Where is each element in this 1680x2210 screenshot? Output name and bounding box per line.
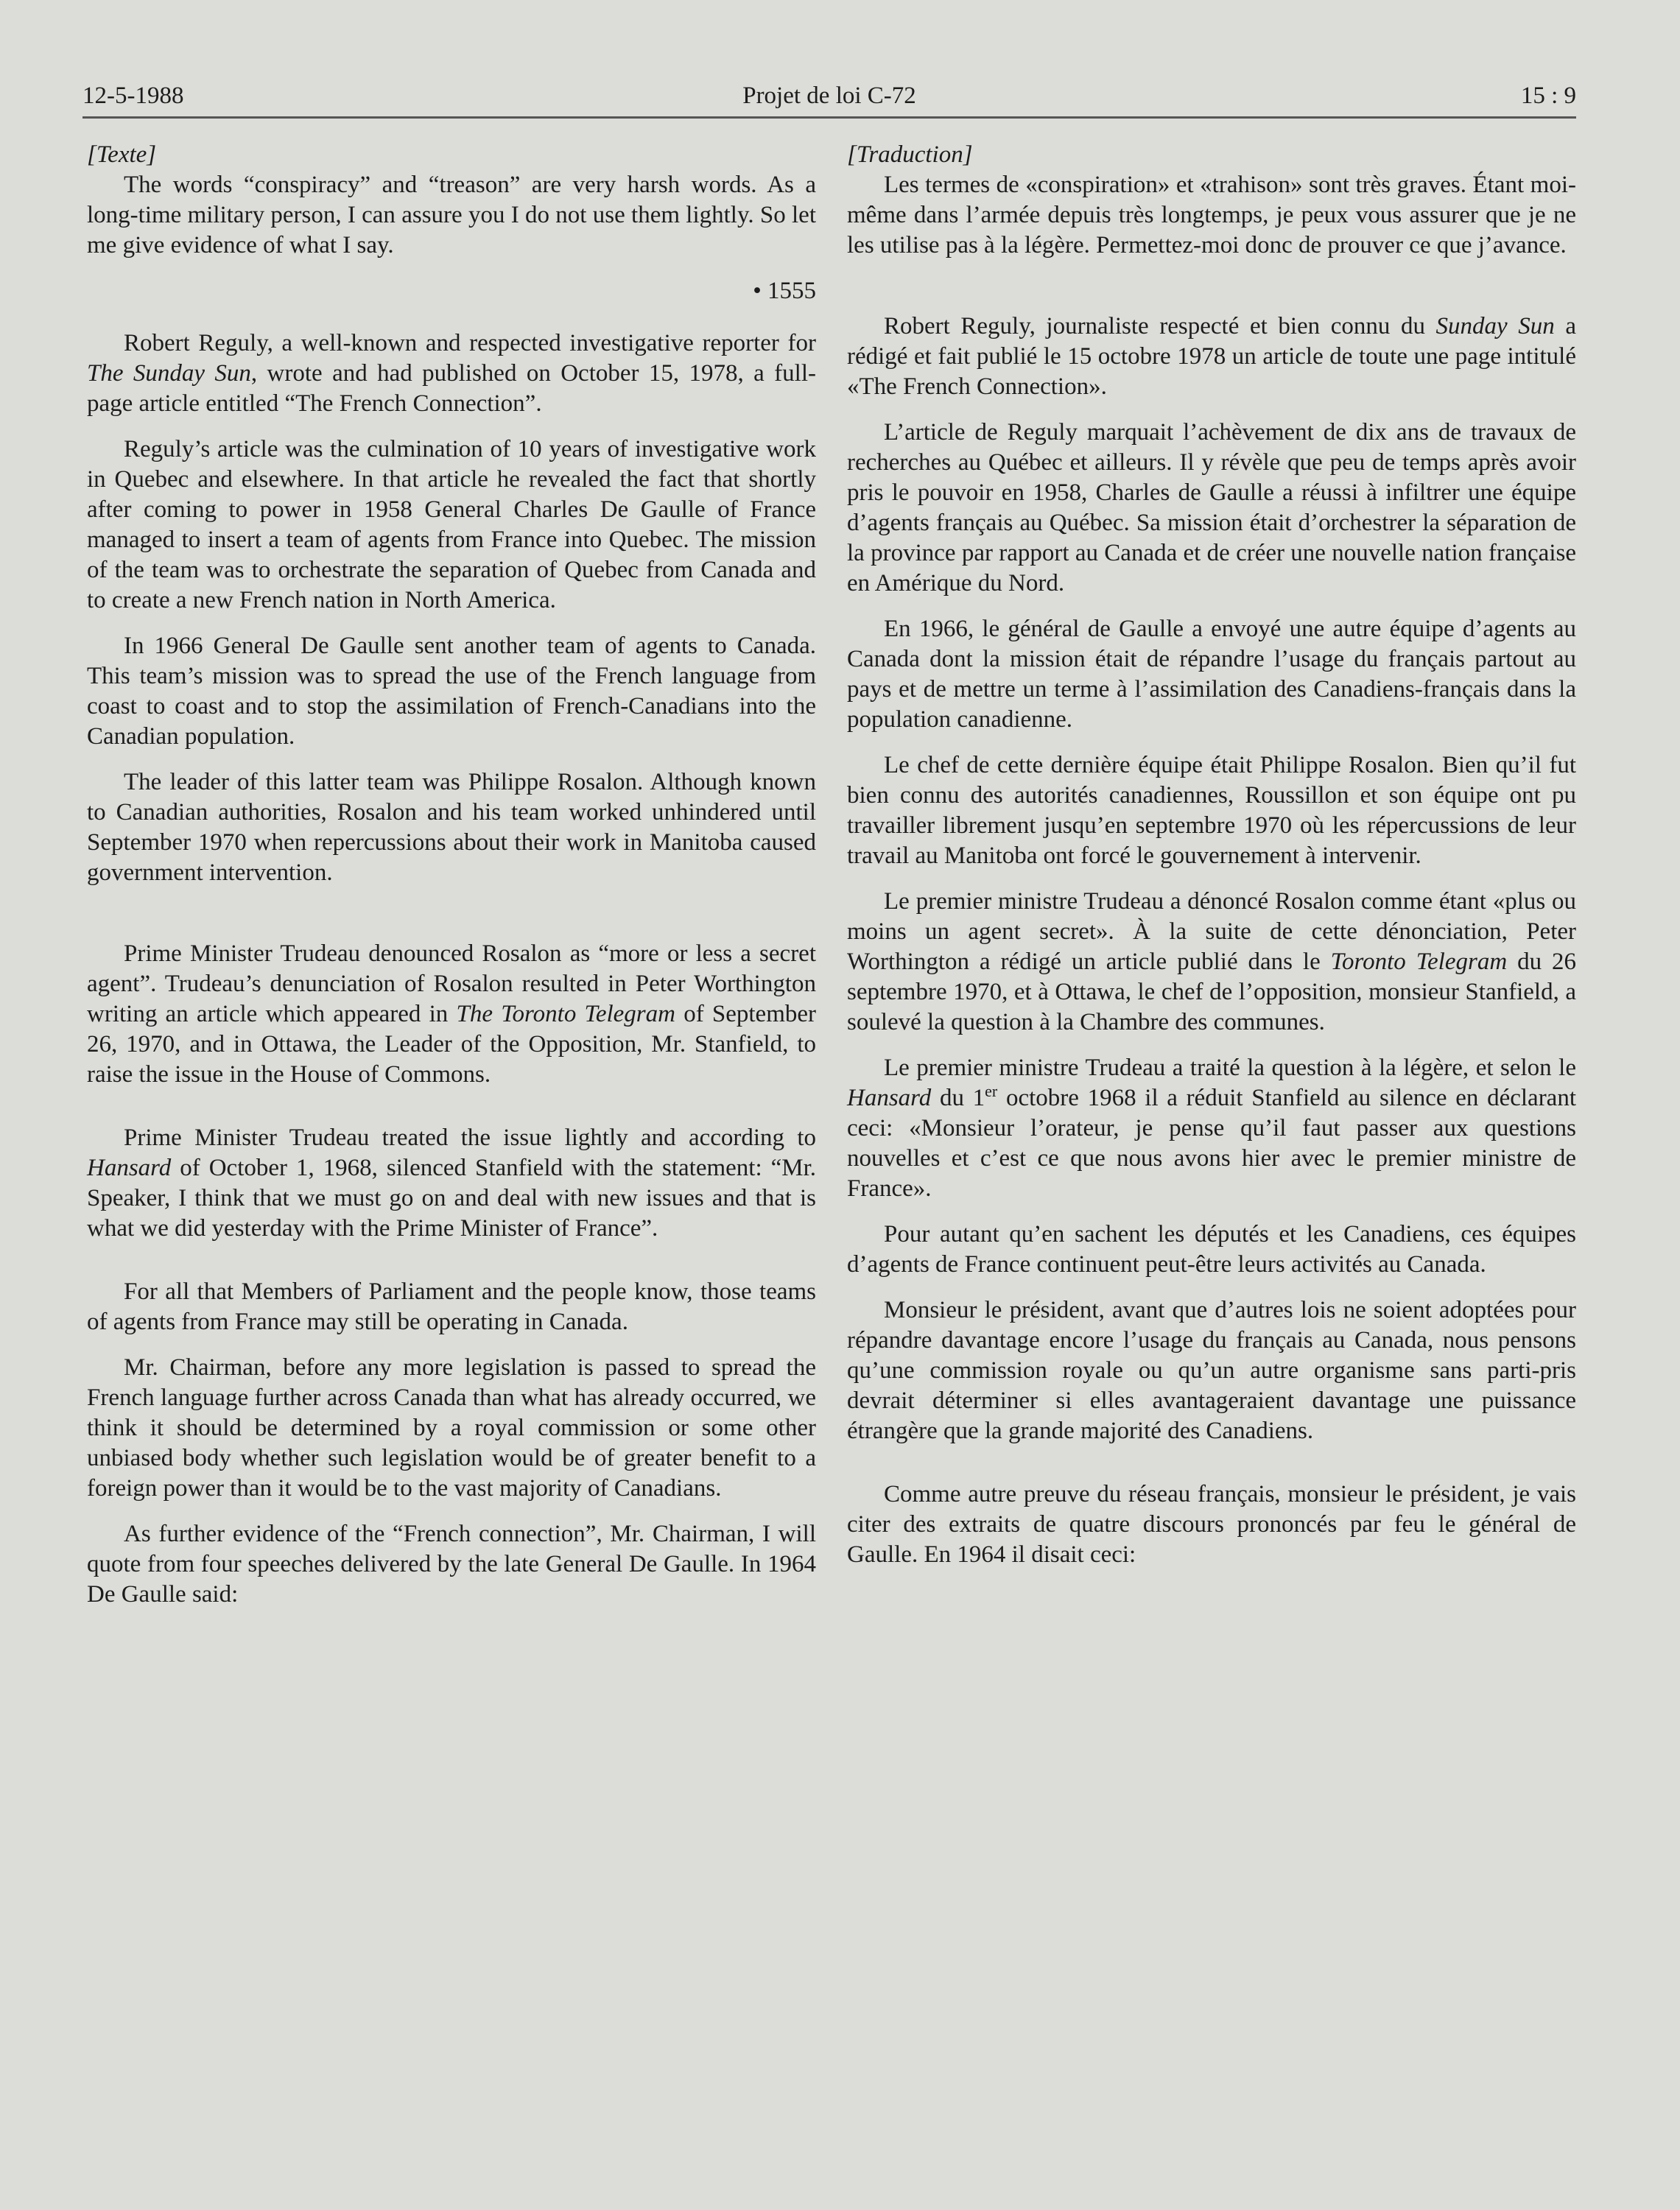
paragraph: Reguly’s article was the culmination of 10 years of investigative work in Quebec and elsewhere. In that article he revealed the fact that shortly after coming to power in 1958 General Charles De Gaulle of France managed to insert a team of agents from France into Quebec. The mission of the team was to orchestrate the separation of Quebec from Canada and to create a new French nation in North America.	[87, 436, 816, 613]
paragraph: Le chef de cette dernière équipe était Philippe Rosalon. Bien qu’il fut bien connu des autorités canadiennes, Roussillon et son équipe ont pu travailler librement jusqu’en septembre 1970 où les répercussions de leur travail au Manitoba ont forcé le gouvernement à intervenir.	[847, 752, 1576, 869]
paragraph: Mr. Chairman, before any more legislation is passed to spread the French language further across Canada than what has already occurred, we think it should be determined by a royal commission or some other unbiased body whether such legislation would be of greater benefit to a foreign power than it would be to the vast majority of Canadians.	[87, 1354, 816, 1502]
page-header	[82, 82, 1576, 121]
paragraph: Comme autre preuve du réseau français, monsieur le président, je vais citer des extraits de quatre discours prononcés par feu le général de Gaulle. En 1964 il disait ceci:	[847, 1481, 1576, 1568]
header-date: 12-5-1988	[82, 82, 184, 109]
paragraph: Les termes de «conspiration» et «trahison» sont très graves. Étant moi-même dans l’armée depuis très longtemps, je peux vous assurer que je ne les utilise pas à la légère. Permettez-moi donc de prouver ce que j’avance.	[847, 172, 1576, 258]
header-title: Projet de loi C-72	[742, 82, 916, 109]
paragraph: For all that Members of Parliament and the people know, those teams of agents from France may still be operating in Canada.	[87, 1278, 816, 1335]
paragraph: Pour autant qu’en sachent les députés et les Canadiens, ces équipes d’agents de France continuent peut-être leurs activités au Canada.	[847, 1221, 1576, 1278]
paragraph: L’article de Reguly marquait l’achèvement de dix ans de travaux de recherches au Québec et ailleurs. Il y révèle que peu de temps après avoir pris le pouvoir en 1958, Charles de Gaulle a réussi à infiltrer une équipe d’agents français au Québec. Sa mission était d’orchestrer la séparation de la province par rapport au Canada et de créer une nouvelle nation française en Amérique du Nord.	[847, 419, 1576, 597]
french-column	[847, 140, 1576, 1586]
paragraph: Le premier ministre Trudeau a dénoncé Rosalon comme étant «plus ou moins un agent secret». À la suite de cette dénonciation, Peter Worthington a rédigé un article publié dans le Toronto Telegram du 26 septembre 1970, et à Ottawa, le chef de l’opposition, monsieur Stanfield, a soulevé la question à la Chambre des communes.	[847, 888, 1577, 1035]
paragraph: En 1966, le général de Gaulle a envoyé une autre équipe d’agents au Canada dont la mission était de répandre l’usage du français partout au pays et de mettre un terme à l’assimilation des Canadiens-français dans la population canadienne.	[847, 616, 1576, 733]
header-rule	[82, 116, 1576, 119]
paragraph: Le premier ministre Trudeau a traité la question à la légère, et selon le Hansard du 1er octobre 1968 il a réduit Stanfield au silence en déclarant ceci: «Monsieur l’orateur, je pense qu’il faut passer aux questions nouvelles et c’est ce que nous avons hier avec le premier ministre de France».	[847, 1055, 1576, 1202]
timestamp: • 1555	[753, 278, 816, 304]
paragraph: The leader of this latter team was Philippe Rosalon. Although known to Canadian authorities, Rosalon and his team worked unhindered until September 1970 when repercussions about their work in Manitoba caused government intervention.	[87, 769, 816, 886]
paragraph: Prime Minister Trudeau denounced Rosalon as “more or less a secret agent”. Trudeau’s denunciation of Rosalon resulted in Peter Worthington writing an article which appeared in The Toronto Telegram of September 26, 1970, and in Ottawa, the Leader of the Opposition, Mr. Stanfield, to raise the issue in the House of Commons.	[87, 940, 817, 1088]
paragraph: Monsieur le président, avant que d’autres lois ne soient adoptées pour répandre davantage encore l’usage du français au Canada, nous pensons qu’une commission royale ou qu’un autre organisme sans parti-pris devrait déterminer si elles avantageraient davantage une puissance étrangère que la grande majorité des Canadiens.	[847, 1297, 1576, 1444]
paragraph: In 1966 General De Gaulle sent another team of agents to Canada. This team’s mission was to spread the use of the French language from coast to coast and to stop the assimilation of French-Canadians into the Canadian population.	[87, 633, 816, 750]
paragraph: Prime Minister Trudeau treated the issue lightly and according to Hansard of October 1, 1968, silenced Stanfield with the statement: “Mr. Speaker, I think that we must go on and deal with new issues and that is what we did yesterday with the Prime Minister of France”.	[87, 1125, 816, 1242]
section-tag: [Traduction]	[847, 141, 973, 168]
header-page-number: 15 : 9	[1520, 82, 1576, 109]
english-column	[87, 140, 816, 1625]
paragraph: Robert Reguly, journaliste respecté et bien connu du Sunday Sun a rédigé et fait publié le 15 octobre 1978 un article de toute une page intitulé «The French Connection».	[847, 313, 1576, 400]
section-tag: [Texte]	[87, 141, 157, 168]
paragraph: As further evidence of the “French connection”, Mr. Chairman, I will quote from four speeches delivered by the late General De Gaulle. In 1964 De Gaulle said:	[87, 1521, 816, 1608]
paragraph: The words “conspiracy” and “treason” are very harsh words. As a long-time military person, I can assure you I do not use them lightly. So let me give evidence of what I say.	[87, 172, 816, 258]
paragraph: Robert Reguly, a well-known and respected investigative reporter for The Sunday Sun, wrote and had published on October 15, 1978, a full-page article entitled “The French Connection”.	[87, 330, 816, 417]
